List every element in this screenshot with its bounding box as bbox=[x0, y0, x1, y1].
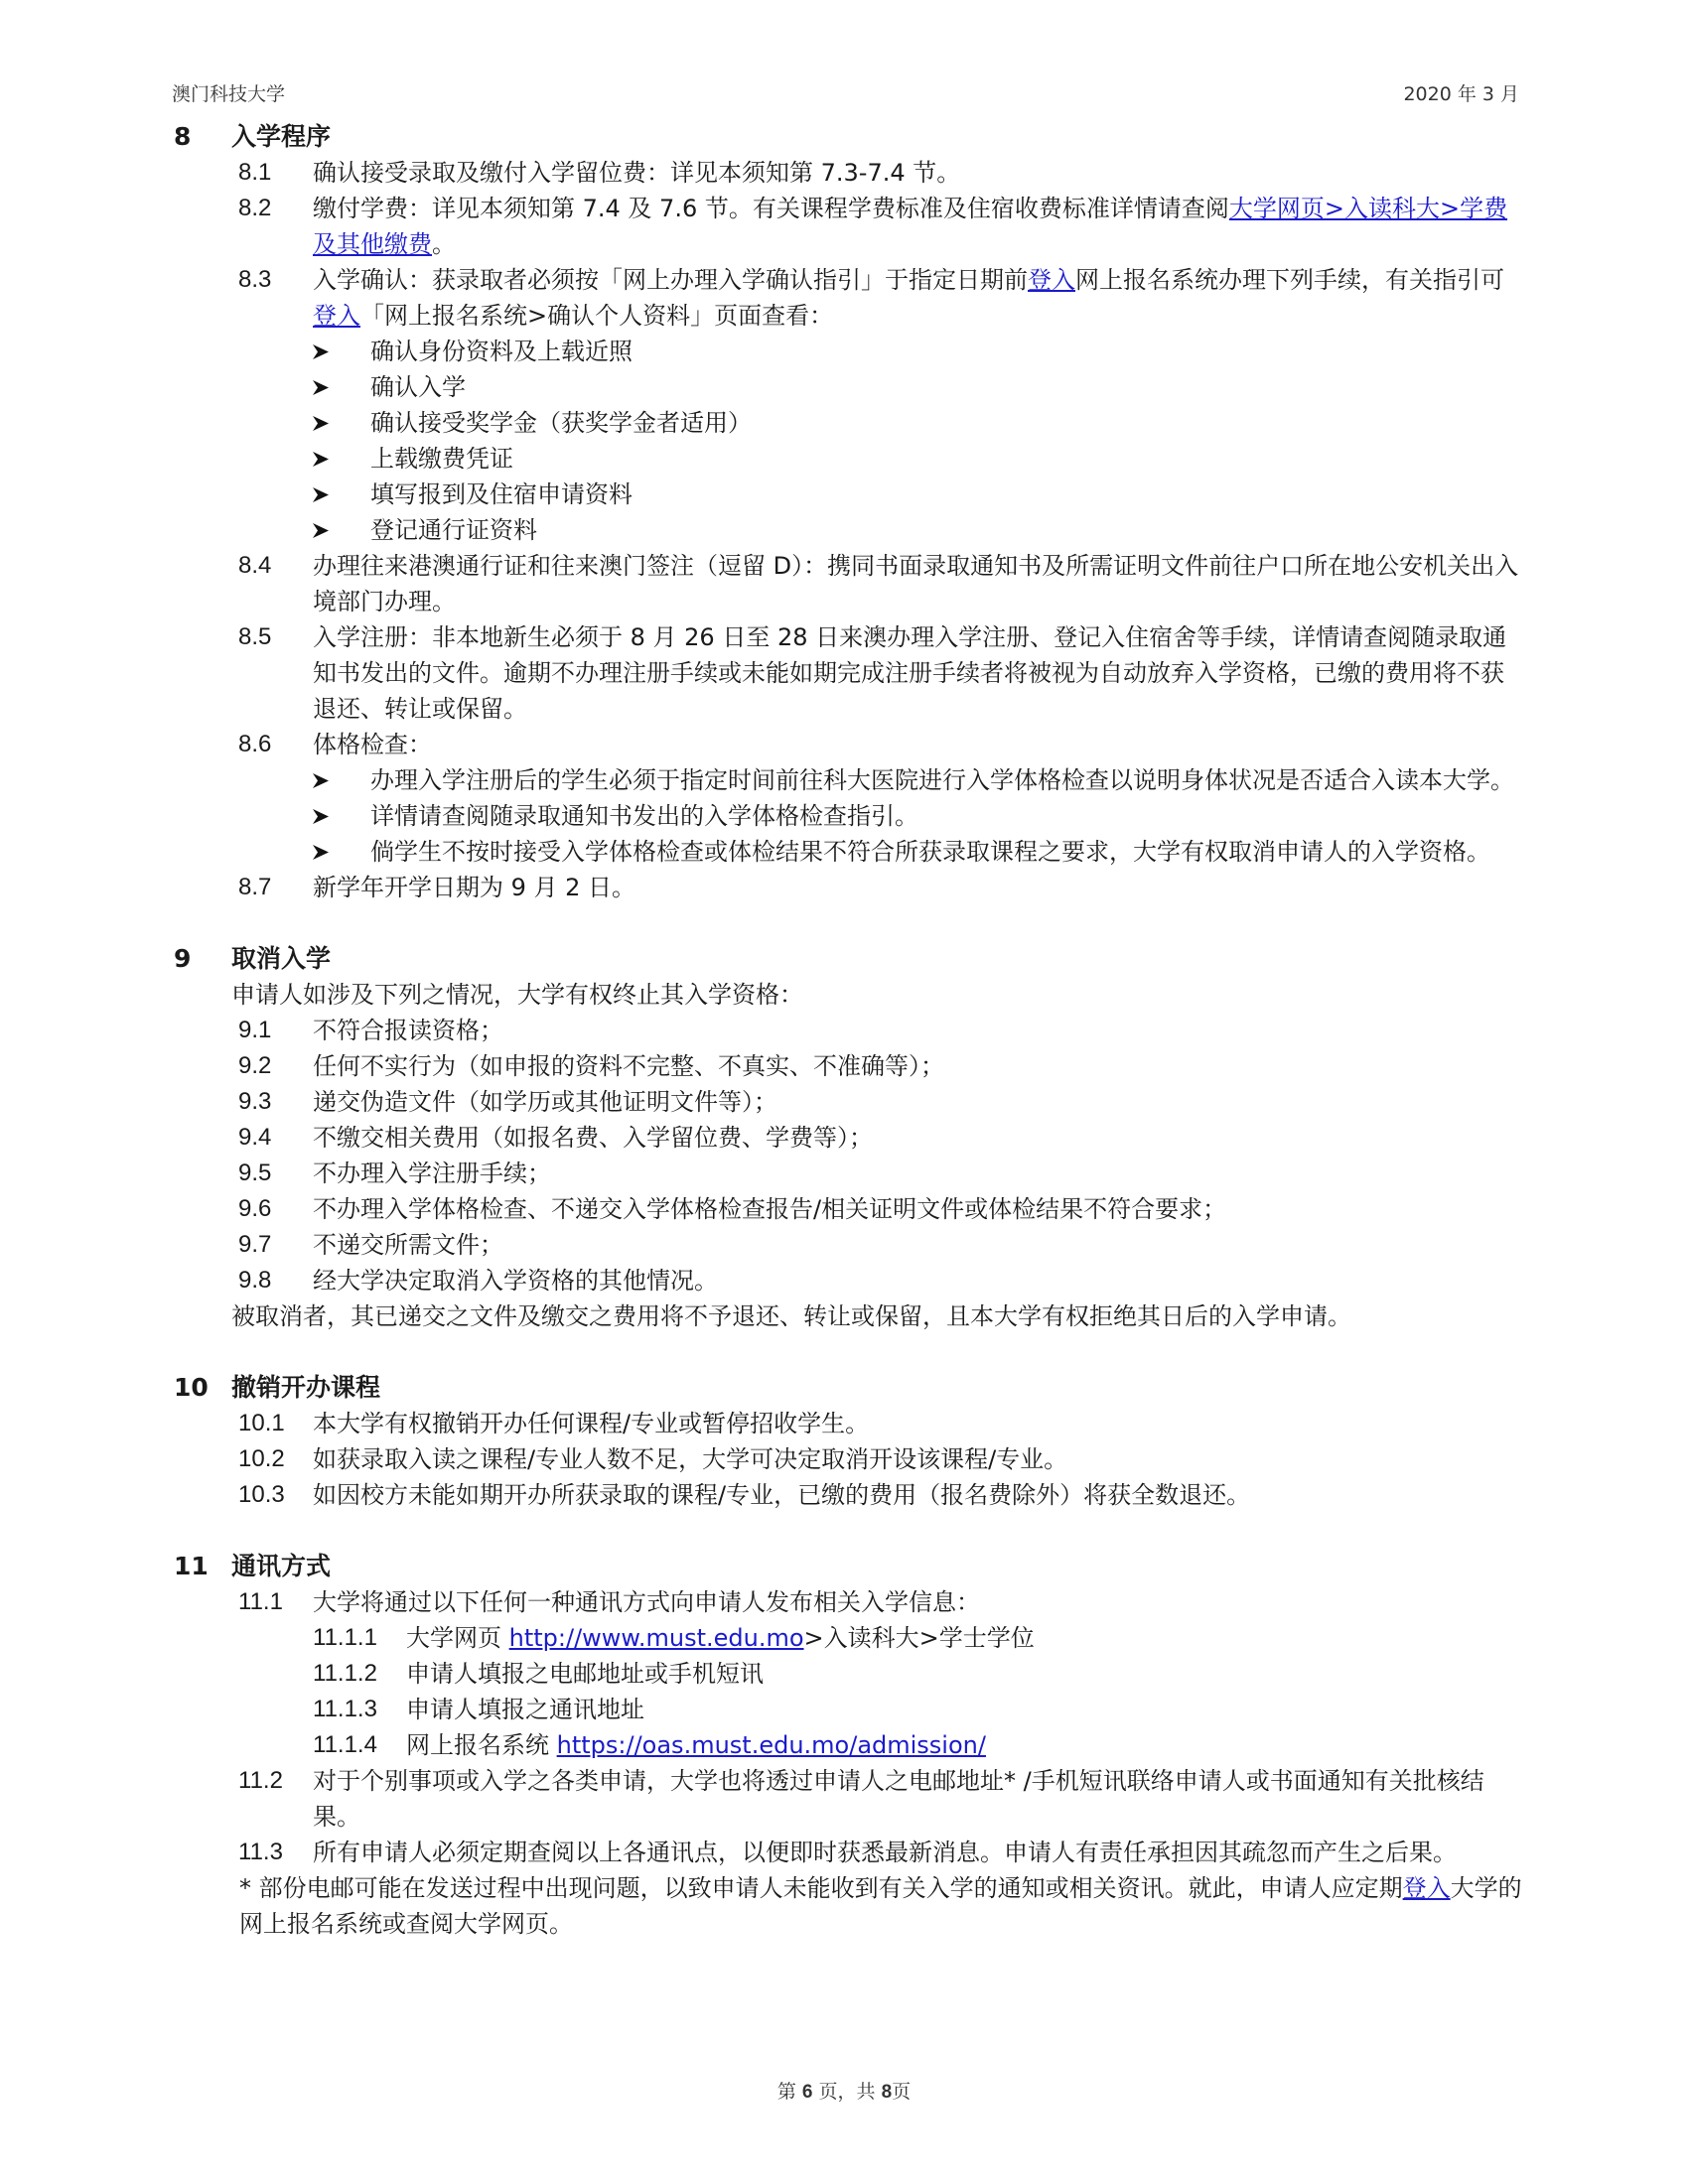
clause-text: 不递交所需文件； bbox=[313, 1231, 503, 1259]
clause-text: 对于个别事项或入学之各类申请，大学也将透过申请人之电邮地址* /手机短讯联络申请人或书面通知有关批核结果。 bbox=[313, 1767, 1484, 1831]
subclause-11-1-2 bbox=[172, 1656, 1522, 1692]
clause-text: 经大学决定取消入学资格的其他情况。 bbox=[313, 1267, 718, 1295]
page-header bbox=[172, 79, 1519, 107]
clause-text: 本大学有权撤销开办任何课程/专业或暂停招收学生。 bbox=[313, 1410, 870, 1437]
clause-10-3 bbox=[172, 1477, 1522, 1513]
list-item bbox=[172, 441, 1522, 477]
clause-11-2 bbox=[172, 1763, 1522, 1835]
clause-9-7 bbox=[172, 1227, 1522, 1263]
arrow-bullet-icon bbox=[313, 762, 333, 798]
clause-text: 入学注册：非本地新生必须于 8 月 26 日至 28 日来澳办理入学注册、登记入住宿舍等手续，详情请查阅随录取通知书发出的文件。逾期不办理注册手续或未能如期完成注册手续者将被视为自动放弃入学资格，已缴的费用将不获退还、转让或保留。 bbox=[313, 623, 1507, 723]
section-title: 取消入学 bbox=[231, 944, 332, 973]
clause-9-6 bbox=[172, 1191, 1522, 1227]
section-9 bbox=[172, 941, 1522, 1334]
subclause-text: 网上报名系统 bbox=[406, 1731, 557, 1759]
section-closing: 被取消者，其已递交之文件及缴交之费用将不予退还、转让或保留，且本大学有权拒绝其日后的入学申请。 bbox=[231, 1302, 1351, 1330]
clause-text: 不办理入学体格检查、不递交入学体格检查报告/相关证明文件或体检结果不符合要求； bbox=[313, 1195, 1227, 1223]
clause-text: 「网上报名系统>确认个人资料」页面查看： bbox=[360, 302, 834, 330]
arrow-bullet-icon bbox=[313, 834, 333, 870]
login-link[interactable]: 登入 bbox=[1028, 266, 1075, 294]
clause-text: 不缴交相关费用（如报名费、入学留位费、学费等）； bbox=[313, 1124, 873, 1152]
list-item bbox=[172, 512, 1522, 548]
section-number: 8 bbox=[174, 122, 192, 151]
clause-text: 如因校方未能如期开办所获录取的课程/专业，已缴的费用（报名费除外）将获全数退还。 bbox=[313, 1481, 1251, 1509]
clause-text: 办理往来港澳通行证和往来澳门签注（逗留 D）：携同书面录取通知书及所需证明文件前往户口所在地公安机关出入境部门办理。 bbox=[313, 552, 1519, 615]
arrow-bullet-icon bbox=[313, 369, 333, 405]
medical-check-list bbox=[172, 762, 1522, 870]
clause-text: 递交伪造文件（如学历或其他证明文件等）； bbox=[313, 1088, 777, 1116]
clause-number: 8.1 bbox=[238, 159, 272, 186]
section-heading bbox=[172, 119, 1522, 155]
clause-number: 8.5 bbox=[238, 623, 272, 650]
clause-9-3 bbox=[172, 1084, 1522, 1120]
clause-9-1 bbox=[172, 1013, 1522, 1048]
section-number: 11 bbox=[174, 1552, 209, 1580]
clause-text: 新学年开学日期为 9 月 2 日。 bbox=[313, 874, 636, 901]
section-11 bbox=[172, 1549, 1522, 1942]
section-title: 通讯方式 bbox=[231, 1552, 332, 1580]
confirmation-steps-list bbox=[172, 334, 1522, 548]
clause-8-2 bbox=[172, 191, 1522, 262]
clause-text: 大学将通过以下任何一种通讯方式向申请人发布相关入学信息： bbox=[313, 1588, 980, 1616]
clause-number: 9.5 bbox=[238, 1160, 272, 1186]
clause-text: 体格检查： bbox=[313, 731, 432, 758]
section-heading bbox=[172, 941, 1522, 977]
arrow-bullet-icon bbox=[313, 334, 333, 369]
list-item-text: 确认入学 bbox=[370, 373, 466, 401]
list-item bbox=[172, 369, 1522, 405]
list-item-text: 办理入学注册后的学生必须于指定时间前往科大医院进行入学体格检查以说明身体状况是否适合入读本大学。 bbox=[370, 766, 1514, 794]
clause-8-3 bbox=[172, 262, 1522, 334]
subclause-text: >入读科大>学士学位 bbox=[803, 1624, 1035, 1652]
list-item-text: 倘学生不按时接受入学体格检查或体检结果不符合所获录取课程之要求，大学有权取消申请人的入学资格。 bbox=[370, 838, 1490, 866]
section-10 bbox=[172, 1370, 1522, 1513]
clause-11-3 bbox=[172, 1835, 1522, 1870]
footnote-text: * 部份电邮可能在发送过程中出现问题，以致申请人未能收到有关入学的通知或相关资讯。就此，申请人应定期 bbox=[239, 1874, 1403, 1902]
clause-text: 缴付学费：详见本须知第 7.4 及 7.6 节。有关课程学费标准及住宿收费标准详情请查阅 bbox=[313, 195, 1229, 222]
list-item bbox=[172, 405, 1522, 441]
clause-number: 8.7 bbox=[238, 874, 272, 900]
list-item bbox=[172, 477, 1522, 512]
clause-text: 网上报名系统办理下列手续，有关指引可 bbox=[1075, 266, 1504, 294]
clause-number: 9.1 bbox=[238, 1017, 272, 1043]
clause-number: 11.3 bbox=[238, 1839, 283, 1865]
clause-10-2 bbox=[172, 1441, 1522, 1477]
clause-number: 9.3 bbox=[238, 1088, 272, 1115]
clause-number: 11.2 bbox=[238, 1767, 283, 1794]
list-item-text: 确认身份资料及上载近照 bbox=[370, 338, 633, 365]
section-title: 入学程序 bbox=[231, 122, 332, 151]
clause-9-2 bbox=[172, 1048, 1522, 1084]
clause-9-4 bbox=[172, 1120, 1522, 1156]
section-number: 9 bbox=[174, 944, 192, 973]
list-item-text: 登记通行证资料 bbox=[370, 516, 537, 544]
login-link[interactable]: 登入 bbox=[313, 302, 360, 330]
clause-number: 9.4 bbox=[238, 1124, 272, 1151]
clause-number: 11.1 bbox=[238, 1588, 283, 1615]
footnote bbox=[172, 1870, 1522, 1942]
institution-name: 澳门科技大学 bbox=[172, 83, 286, 105]
clause-number: 10.3 bbox=[238, 1481, 285, 1508]
section-heading bbox=[172, 1370, 1522, 1406]
arrow-bullet-icon bbox=[313, 441, 333, 477]
document-body bbox=[172, 119, 1522, 1942]
subclause-11-1-4 bbox=[172, 1727, 1522, 1763]
current-page-number: 6 bbox=[801, 2082, 813, 2103]
clause-number: 9.7 bbox=[238, 1231, 272, 1258]
clause-number: 10.2 bbox=[238, 1445, 285, 1472]
clause-number: 9.8 bbox=[238, 1267, 272, 1294]
clause-11-1 bbox=[172, 1584, 1522, 1620]
page-label-suffix: 页 bbox=[892, 2081, 912, 2103]
subclause-11-1-1 bbox=[172, 1620, 1522, 1656]
total-pages-number: 8 bbox=[881, 2082, 893, 2103]
clause-text: 不办理入学注册手续； bbox=[313, 1160, 551, 1187]
clause-number: 8.2 bbox=[238, 195, 272, 221]
list-item bbox=[172, 334, 1522, 369]
clause-text: 不符合报读资格； bbox=[313, 1017, 503, 1044]
clause-8-5 bbox=[172, 619, 1522, 727]
arrow-bullet-icon bbox=[313, 477, 333, 512]
subclause-number: 11.1.3 bbox=[313, 1696, 377, 1722]
clause-number: 9.6 bbox=[238, 1195, 272, 1222]
subclause-number: 11.1.2 bbox=[313, 1660, 377, 1687]
footnote-text: 大学的网上报名系统或查阅大学网页。 bbox=[239, 1874, 1522, 1938]
clause-8-1 bbox=[172, 155, 1522, 191]
list-item bbox=[172, 798, 1522, 834]
subclause-number: 11.1.1 bbox=[313, 1624, 377, 1651]
clause-text: 所有申请人必须定期查阅以上各通讯点，以便即时获悉最新消息。申请人有责任承担因其疏忽而产生之后果。 bbox=[313, 1839, 1457, 1866]
subclause-text: 申请人填报之电邮地址或手机短讯 bbox=[406, 1660, 764, 1688]
arrow-bullet-icon bbox=[313, 798, 333, 834]
list-item-text: 填写报到及住宿申请资料 bbox=[370, 480, 633, 508]
clause-number: 8.6 bbox=[238, 731, 272, 757]
subclause-11-1-3 bbox=[172, 1692, 1522, 1727]
university-website-link[interactable]: http://www.must.edu.mo bbox=[508, 1624, 804, 1652]
arrow-bullet-icon bbox=[313, 405, 333, 441]
section-8 bbox=[172, 119, 1522, 905]
clause-text: 确认接受录取及缴付入学留位费：详见本须知第 7.3-7.4 节。 bbox=[313, 159, 961, 187]
clause-9-5 bbox=[172, 1156, 1522, 1191]
clause-8-6 bbox=[172, 727, 1522, 762]
subclause-text: 申请人填报之通讯地址 bbox=[406, 1696, 644, 1723]
clause-8-7 bbox=[172, 870, 1522, 905]
list-item bbox=[172, 762, 1522, 798]
fees-page-link[interactable]: 大学网页>入读科大>学费及其他缴费 bbox=[313, 195, 1508, 258]
section-title: 撤销开办课程 bbox=[231, 1373, 381, 1402]
clause-number: 8.3 bbox=[238, 266, 272, 293]
list-item-text: 详情请查阅随录取通知书发出的入学体格检查指引。 bbox=[370, 802, 918, 830]
page-footer bbox=[0, 2077, 1688, 2104]
subclause-number: 11.1.4 bbox=[313, 1731, 377, 1758]
list-item bbox=[172, 834, 1522, 870]
clause-text: 。 bbox=[432, 230, 456, 258]
communication-channels-list bbox=[172, 1620, 1522, 1763]
clause-number: 9.2 bbox=[238, 1052, 272, 1079]
arrow-bullet-icon bbox=[313, 512, 333, 548]
clause-10-1 bbox=[172, 1406, 1522, 1441]
clause-text: 任何不实行为（如申报的资料不完整、不真实、不准确等）； bbox=[313, 1052, 944, 1080]
clause-9-8 bbox=[172, 1263, 1522, 1298]
clause-text: 如获录取入读之课程/专业人数不足，大学可决定取消开设该课程/专业。 bbox=[313, 1445, 1068, 1473]
clause-number: 10.1 bbox=[238, 1410, 285, 1436]
section-number: 10 bbox=[174, 1373, 209, 1402]
list-item-text: 上载缴费凭证 bbox=[370, 445, 513, 473]
clause-text: 入学确认：获录取者必须按「网上办理入学确认指引」于指定日期前 bbox=[313, 266, 1028, 294]
section-intro: 申请人如涉及下列之情况，大学有权终止其入学资格： bbox=[231, 981, 803, 1009]
page-label-middle: 页，共 bbox=[812, 2081, 882, 2103]
section-heading bbox=[172, 1549, 1522, 1584]
document-date: 2020 年 3 月 bbox=[1403, 83, 1519, 105]
clause-number: 8.4 bbox=[238, 552, 272, 579]
page-label-prefix: 第 bbox=[776, 2081, 802, 2103]
admission-system-link[interactable]: https://oas.must.edu.mo/admission/ bbox=[556, 1731, 986, 1759]
list-item-text: 确认接受奖学金（获奖学金者适用） bbox=[370, 409, 752, 437]
login-link[interactable]: 登入 bbox=[1402, 1874, 1451, 1902]
clause-8-4 bbox=[172, 548, 1522, 619]
subclause-text: 大学网页 bbox=[406, 1624, 509, 1652]
